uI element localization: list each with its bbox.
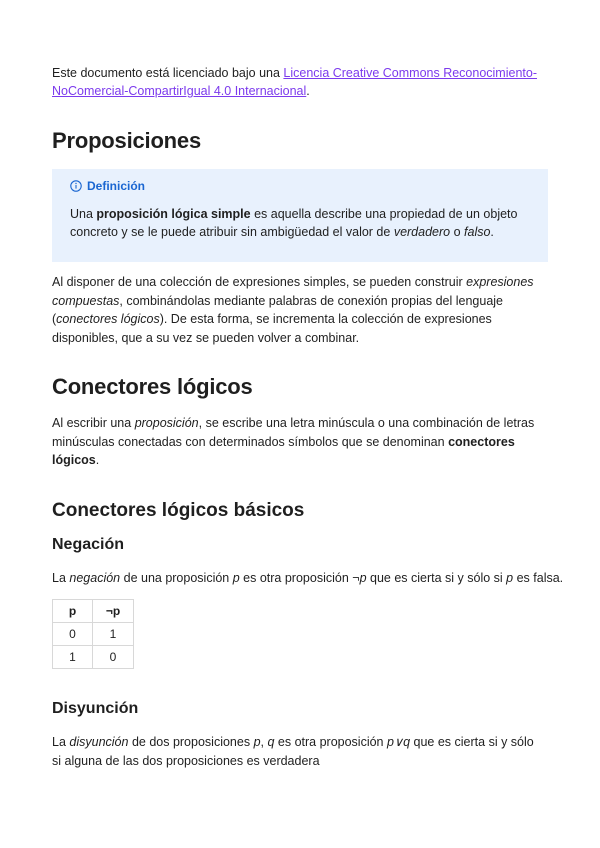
term-simple-proposition: proposición lógica simple <box>96 207 251 221</box>
license-prefix: Este documento está licenciado bajo una <box>52 66 284 80</box>
table-row <box>53 623 134 646</box>
definition-callout-title <box>70 179 530 193</box>
license-suffix: . <box>306 84 310 98</box>
table-row <box>53 646 134 669</box>
heading-disyuncion: Disyunción <box>52 700 139 717</box>
table-header-not-p: ¬p <box>93 600 134 623</box>
paragraph-writing-propositions: Al escribir una proposición, se escribe una letra minúscula o una combinación de letras minúsculas conectadas con determinados símbolos que se denominan conectores lógicos. <box>52 416 535 467</box>
negation-truth-table <box>52 599 134 669</box>
heading-basic-connectors: Conectores lógicos básicos <box>52 500 305 521</box>
definition-label: Definición <box>87 179 146 193</box>
paragraph-compound-expressions: Al disponer de una colección de expresiones simples, se pueden construir expresiones compuestas, combinándolas mediante palabras de conexión propias del lenguaje (conectores lógicos). De esta forma, se incrementa la colección de expresiones disponibles, que a su vez se pueden volver a combinar. <box>52 275 534 345</box>
table-cell: 1 <box>53 646 93 669</box>
definition-text: Una proposición lógica simple es aquella describe una propiedad de un objeto concreto y se le puede atribuir sin ambigüedad el valor de verdadero o falso. <box>70 207 518 239</box>
license-notice <box>52 64 548 100</box>
term-logical-connectors: conectores lógicos <box>52 434 515 467</box>
definition-callout <box>52 169 548 262</box>
table-header-p: p <box>53 600 93 623</box>
license-link[interactable]: Licencia Creative Commons Reconocimiento-NoComercial-CompartirIgual 4.0 Internacional <box>52 66 537 98</box>
paragraph-disjunction: La disyunción de dos proposiciones p, q es otra proposición p∨q que es cierta si y sólo si alguna de las dos proposiciones es verdadera <box>52 735 534 768</box>
paragraph-negation: La negación de una proposición p es otra proposición ¬p que es cierta si y sólo si p es falsa. <box>52 571 564 585</box>
table-cell: 1 <box>93 623 134 646</box>
heading-negacion: Negación <box>52 536 125 553</box>
heading-conectores-logicos: Conectores lógicos <box>52 374 253 399</box>
info-icon <box>70 180 82 192</box>
table-cell: 0 <box>93 646 134 669</box>
table-header-row <box>53 600 134 623</box>
heading-proposiciones: Proposiciones <box>52 128 201 153</box>
table-cell: 0 <box>53 623 93 646</box>
